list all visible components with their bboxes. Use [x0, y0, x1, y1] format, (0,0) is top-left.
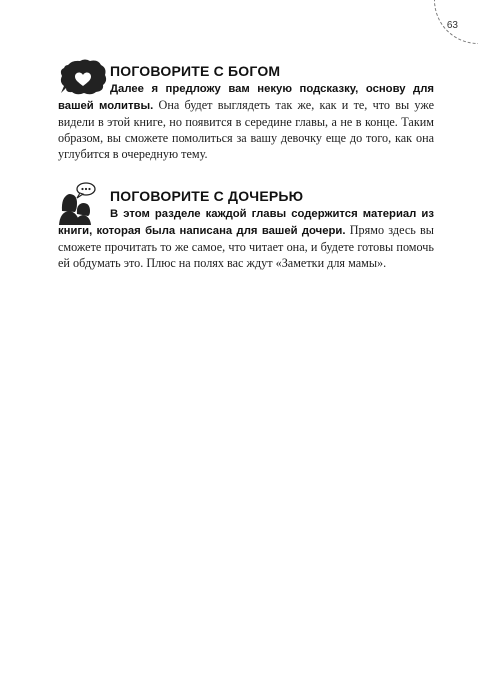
body-text: Она будет выглядеть так же, как и те, что вы уже видели в этой книге, но появится в середине главы, а не в конце. Таким образом, вы сможете помолиться за вашу девочку еще до того, как она углубится в очередную тему. — [58, 98, 435, 161]
section-heading: ПОГОВОРИТЕ С ДОЧЕРЬЮ — [110, 188, 304, 204]
speech-bubble-heart-icon — [58, 58, 108, 98]
lead-text: В этом разделе каждой главы содержится материал из книги, которая была написана для вашей дочери. — [58, 208, 434, 237]
body-text: Прямо здесь вы сможете прочитать то же самое, что читает она, и будете готовы помочь ей обдумать это. Плюс на полях вас ждут «Заметки для мамы». — [58, 223, 434, 270]
section-talk-to-god — [58, 56, 434, 162]
page-number: 63 — [446, 20, 458, 31]
mother-daughter-talking-icon — [58, 181, 108, 225]
section-body — [58, 205, 434, 271]
lead-text: Далее я предложу вам некую подсказку, основу для вашей молитвы. — [58, 83, 434, 112]
section-heading: ПОГОВОРИТЕ С БОГОМ — [110, 63, 281, 79]
section-body — [58, 80, 434, 162]
section-talk-to-daughter — [58, 181, 434, 271]
